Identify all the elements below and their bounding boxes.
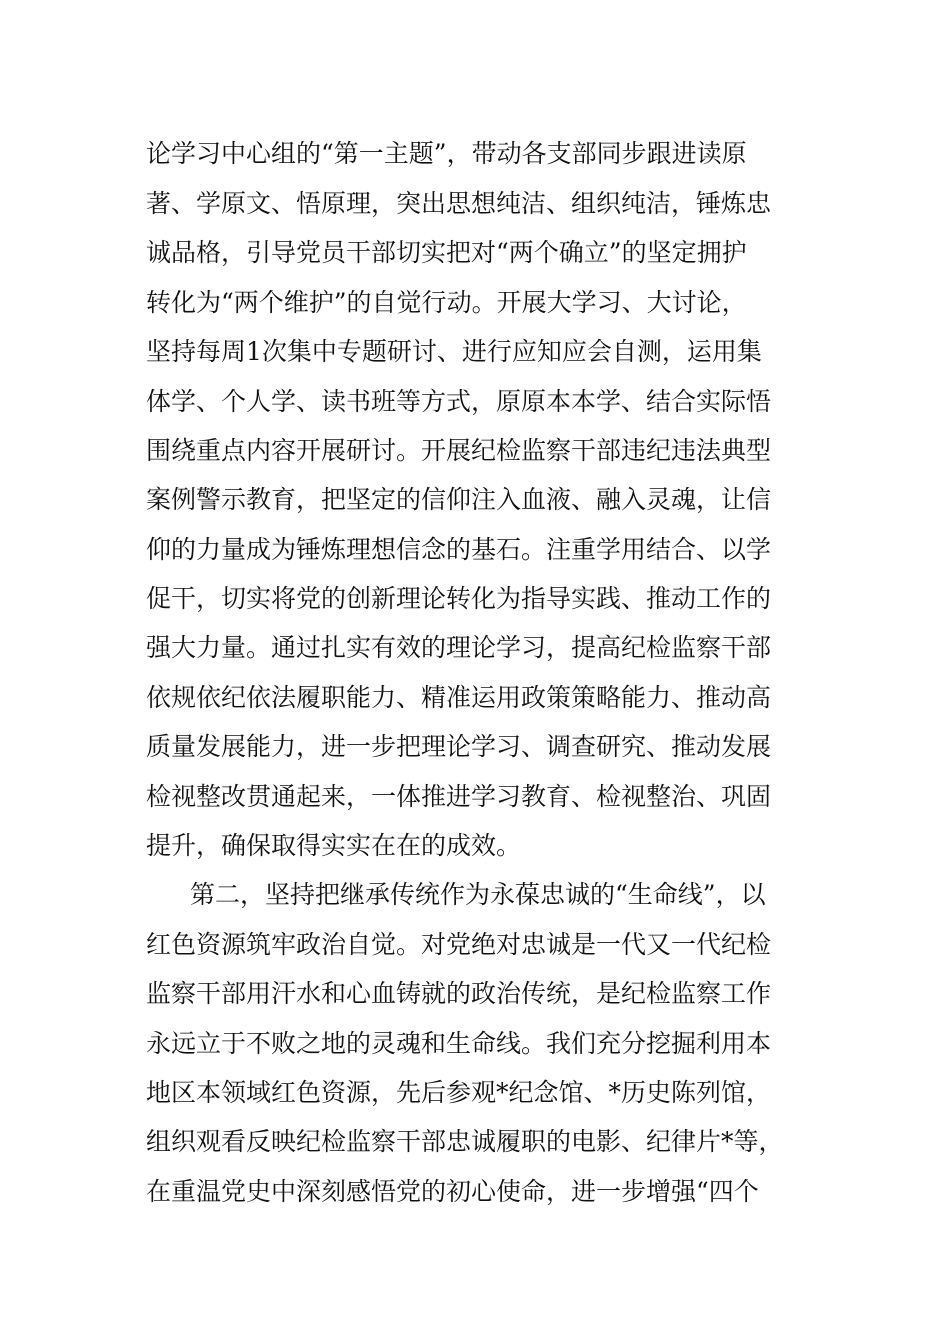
text-line: 永远立于不败之地的灵魂和生命线。我们充分挖掘利用本: [146, 1029, 772, 1058]
text-line: 诚品格，引导党员干部切实把对“两个确立”的坚定拥护: [146, 238, 747, 267]
text-line: 提升，确保取得实实在在的成效。: [146, 831, 522, 860]
text-line: 质量发展能力，进一步把理论学习、调查研究、推动发展: [146, 732, 772, 761]
text-line: 论学习中心组的“第一主题”，带动各支部同步跟进读原: [146, 139, 747, 168]
text-line: 组织观看反映纪检监察干部忠诚履职的电影、纪律片*等，: [146, 1127, 784, 1156]
text-line: 转化为“两个维护”的自觉行动。开展大学习、大讨论，: [146, 288, 747, 317]
text-line: 地区本领域红色资源，先后参观*纪念馆、*历史陈列馆，: [146, 1078, 772, 1107]
text-line: 围绕重点内容开展研讨。开展纪检监察干部违纪违法典型: [146, 436, 772, 465]
text-line: 体学、个人学、读书班等方式，原原本本学、结合实际悟: [146, 387, 772, 416]
text-line: 强大力量。通过扎实有效的理论学习，提高纪检监察干部: [146, 633, 772, 662]
text-line: 在重温党史中深刻感悟党的初心使命，进一步增强“四个: [146, 1177, 759, 1206]
text-line: 监察干部用汗水和心血铸就的政治传统，是纪检监察工作: [146, 979, 772, 1008]
text-line: 依规依纪依法履职能力、精准运用政策策略能力、推动高: [146, 683, 772, 712]
paragraph-first-line: 第二，坚持把继承传统作为永葆忠诚的“生命线”，以: [190, 880, 766, 909]
text-line: 坚持每周1次集中专题研讨、进行应知应会自测，运用集: [146, 337, 762, 366]
text-line: 促干，切实将党的创新理论转化为指导实践、推动工作的: [146, 584, 772, 613]
text-line: 红色资源筑牢政治自觉。对党绝对忠诚是一代又一代纪检: [146, 930, 772, 959]
text-line: 著、学原文、悟原理，突出思想纯洁、组织纯洁，锤炼忠: [146, 189, 772, 218]
text-line: 案例警示教育，把坚定的信仰注入血液、融入灵魂，让信: [146, 485, 772, 514]
text-line: 仰的力量成为锤炼理想信念的基石。注重学用结合、以学: [146, 535, 772, 564]
text-line: 检视整改贯通起来，一体推进学习教育、检视整治、巩固: [146, 782, 772, 811]
